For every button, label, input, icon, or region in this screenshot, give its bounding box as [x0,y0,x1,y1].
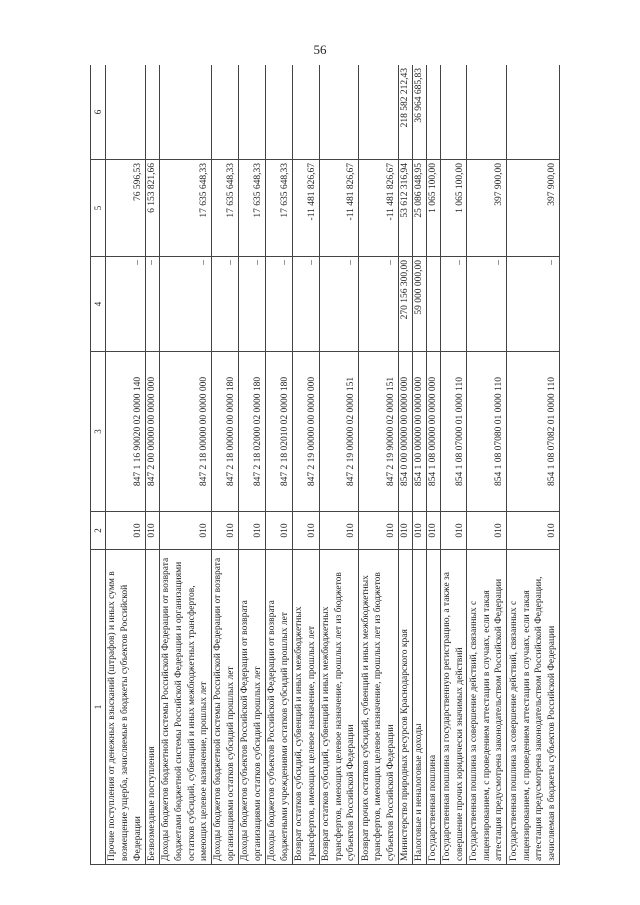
row-value-col6 [159,65,212,160]
row-admin-code: 010 [239,512,266,550]
row-kbk-code: 847 2 18 00000 00 0000 000 [159,352,212,512]
row-name: Возврат прочих остатков субсидий, субвенций и иных межбюджетных трансфертов, имеющих целевое назначение, прошлых лет из бюджетов субъектов Российской Федерации [359,550,399,865]
row-value-col6 [319,65,359,160]
row-admin-code: 010 [145,512,159,550]
table-row [212,65,239,865]
row-name: Доходы бюджетов бюджетной системы Российской Федерации от возврата бюджетами бюджетной системы Российской Федерации и организациями остатков субсидий, субвенций и иных межбюджетных трансфертов, имеющих целевое назначение, прошлых лет [159,550,212,865]
row-value-col4: – [145,257,159,352]
row-value-col5: 76 596,53 [106,160,146,257]
table-row [426,65,440,865]
table-row [159,65,212,865]
row-value-col5: 397 900,00 [507,160,560,257]
row-value-col5: 17 635 648,33 [212,160,239,257]
row-kbk-code: 847 2 18 02000 02 0000 180 [239,352,266,512]
row-value-col6: 218 582 212,43 [398,65,412,160]
row-kbk-code: 847 2 00 00000 00 0000 000 [145,352,159,512]
row-kbk-code: 854 1 08 07080 01 0000 110 [467,352,507,512]
row-value-col6 [145,65,159,160]
row-value-col5: 53 612 316,94 [398,160,412,257]
row-value-col6 [426,65,440,160]
row-value-col5: 1 065 100,00 [426,160,440,257]
row-value-col6 [440,65,467,160]
row-value-col5: 17 635 648,33 [239,160,266,257]
table-row [319,65,359,865]
row-admin-code: 010 [265,512,292,550]
row-name: Доходы бюджетов субъектов Российской Федерации от возврата бюджетными учреждениями остатков субсидий прошлых лет [265,550,292,865]
row-value-col6 [467,65,507,160]
table-row [265,65,292,865]
column-header: 3 [91,352,106,512]
row-name: Безвозмездные поступления [145,550,159,865]
row-value-col5: -11 481 826,67 [319,160,359,257]
page-number: 56 [313,42,327,57]
table-row [467,65,507,865]
row-admin-code: 010 [398,512,412,550]
row-name: Государственная пошлина за государственную регистрацию, а также за совершение прочих юридически значимых действий [440,550,467,865]
table-row [398,65,412,865]
row-kbk-code: 847 2 18 02010 02 0000 180 [265,352,292,512]
row-admin-code: 010 [292,512,319,550]
row-value-col6 [265,65,292,160]
table-row [412,65,426,865]
row-value-col5: -11 481 826,67 [359,160,399,257]
row-value-col5: 6 153 821,66 [145,160,159,257]
row-admin-code: 010 [440,512,467,550]
row-admin-code: 010 [426,512,440,550]
row-value-col6 [292,65,319,160]
row-name: Возврат остатков субсидий, субвенций и иных межбюджетных трансфертов, имеющих целевое назначение, прошлых лет [292,550,319,865]
row-value-col6: 36 964 685,83 [412,65,426,160]
row-kbk-code: 854 1 08 07082 01 0000 110 [507,352,560,512]
table-row [239,65,266,865]
table-row [440,65,467,865]
row-value-col4 [426,257,440,352]
table-viewport [90,65,560,865]
row-value-col6 [507,65,560,160]
row-value-col5: 17 635 648,33 [265,160,292,257]
row-value-col5: 25 086 048,95 [412,160,426,257]
row-admin-code: 010 [319,512,359,550]
row-value-col4: – [159,257,212,352]
row-value-col4: 270 156 300,00 [398,257,412,352]
revenue-table [90,65,560,865]
row-name: Возврат остатков субсидий, субвенций и иных межбюджетных трансфертов, имеющих целевое назначение, прошлых лет из бюджетов субъектов Российской Федерации [319,550,359,865]
table-row [507,65,560,865]
row-value-col6 [212,65,239,160]
row-value-col4: – [467,257,507,352]
rotated-table-container [90,65,560,865]
row-admin-code: 010 [359,512,399,550]
row-kbk-code: 854 1 08 00000 00 0000 000 [426,352,440,512]
row-name: Министерство природных ресурсов Краснодарского края [398,550,412,865]
row-admin-code: 010 [507,512,560,550]
row-admin-code: 010 [412,512,426,550]
row-kbk-code: 847 2 19 90000 02 0000 151 [359,352,399,512]
column-header: 4 [91,257,106,352]
row-value-col4: – [212,257,239,352]
table-row [106,65,146,865]
row-value-col4: – [319,257,359,352]
row-value-col6 [106,65,146,160]
column-header: 2 [91,512,106,550]
row-value-col5: -11 481 826,67 [292,160,319,257]
row-value-col4: – [292,257,319,352]
row-value-col4: – [265,257,292,352]
column-header: 5 [91,160,106,257]
row-kbk-code: 854 0 00 00000 00 0000 000 [398,352,412,512]
row-name: Государственная пошлина за совершение действий, связанных с лицензированием, с проведением аттестации в случаях, если такая аттестация предусмотрена законодательством Российской Федерации, зачисляемая в бюджеты субъектов Российской Федерации [507,550,560,865]
row-value-col5: 397 900,00 [467,160,507,257]
row-name: Государственная пошлина [426,550,440,865]
row-kbk-code: 847 2 18 00000 00 0000 180 [212,352,239,512]
row-admin-code: 010 [212,512,239,550]
row-admin-code: 010 [159,512,212,550]
row-kbk-code: 854 1 08 07000 01 0000 110 [440,352,467,512]
row-admin-code: 010 [106,512,146,550]
row-value-col4: – [440,257,467,352]
column-header: 6 [91,65,106,160]
row-admin-code: 010 [467,512,507,550]
row-kbk-code: 847 2 19 00000 00 0000 000 [292,352,319,512]
table-row [292,65,319,865]
row-name: Прочие поступления от денежных взысканий (штрафов) и иных сумм в возмещение ущерба, зачисляемые в бюджеты субъектов Российской Федерации [106,550,146,865]
row-kbk-code: 854 1 00 00000 00 0000 000 [412,352,426,512]
row-value-col4: – [507,257,560,352]
row-value-col4: – [106,257,146,352]
row-value-col4: – [239,257,266,352]
row-value-col6 [239,65,266,160]
row-value-col5: 1 065 100,00 [440,160,467,257]
table-row [359,65,399,865]
row-name: Государственная пошлина за совершение действий, связанных с лицензированием, с проведением аттестации в случаях, если такая аттестация предусмотрена законодательством Российской Федерации [467,550,507,865]
row-value-col6 [359,65,399,160]
row-value-col5: 17 635 648,33 [159,160,212,257]
row-name: Доходы бюджетов субъектов Российской Федерации от возврата организациями остатков субсидий прошлых лет [239,550,266,865]
table-row [145,65,159,865]
row-kbk-code: 847 1 16 90020 02 0000 140 [106,352,146,512]
row-name: Доходы бюджетов бюджетной системы Российской Федерации от возврата организациями остатков субсидий прошлых лет [212,550,239,865]
row-kbk-code: 847 2 19 00000 02 0000 151 [319,352,359,512]
row-value-col4: 59 000 000,00 [412,257,426,352]
row-name: Налоговые и неналоговые доходы [412,550,426,865]
row-value-col4: – [359,257,399,352]
column-header: 1 [91,550,106,865]
table-header-row [91,65,106,865]
